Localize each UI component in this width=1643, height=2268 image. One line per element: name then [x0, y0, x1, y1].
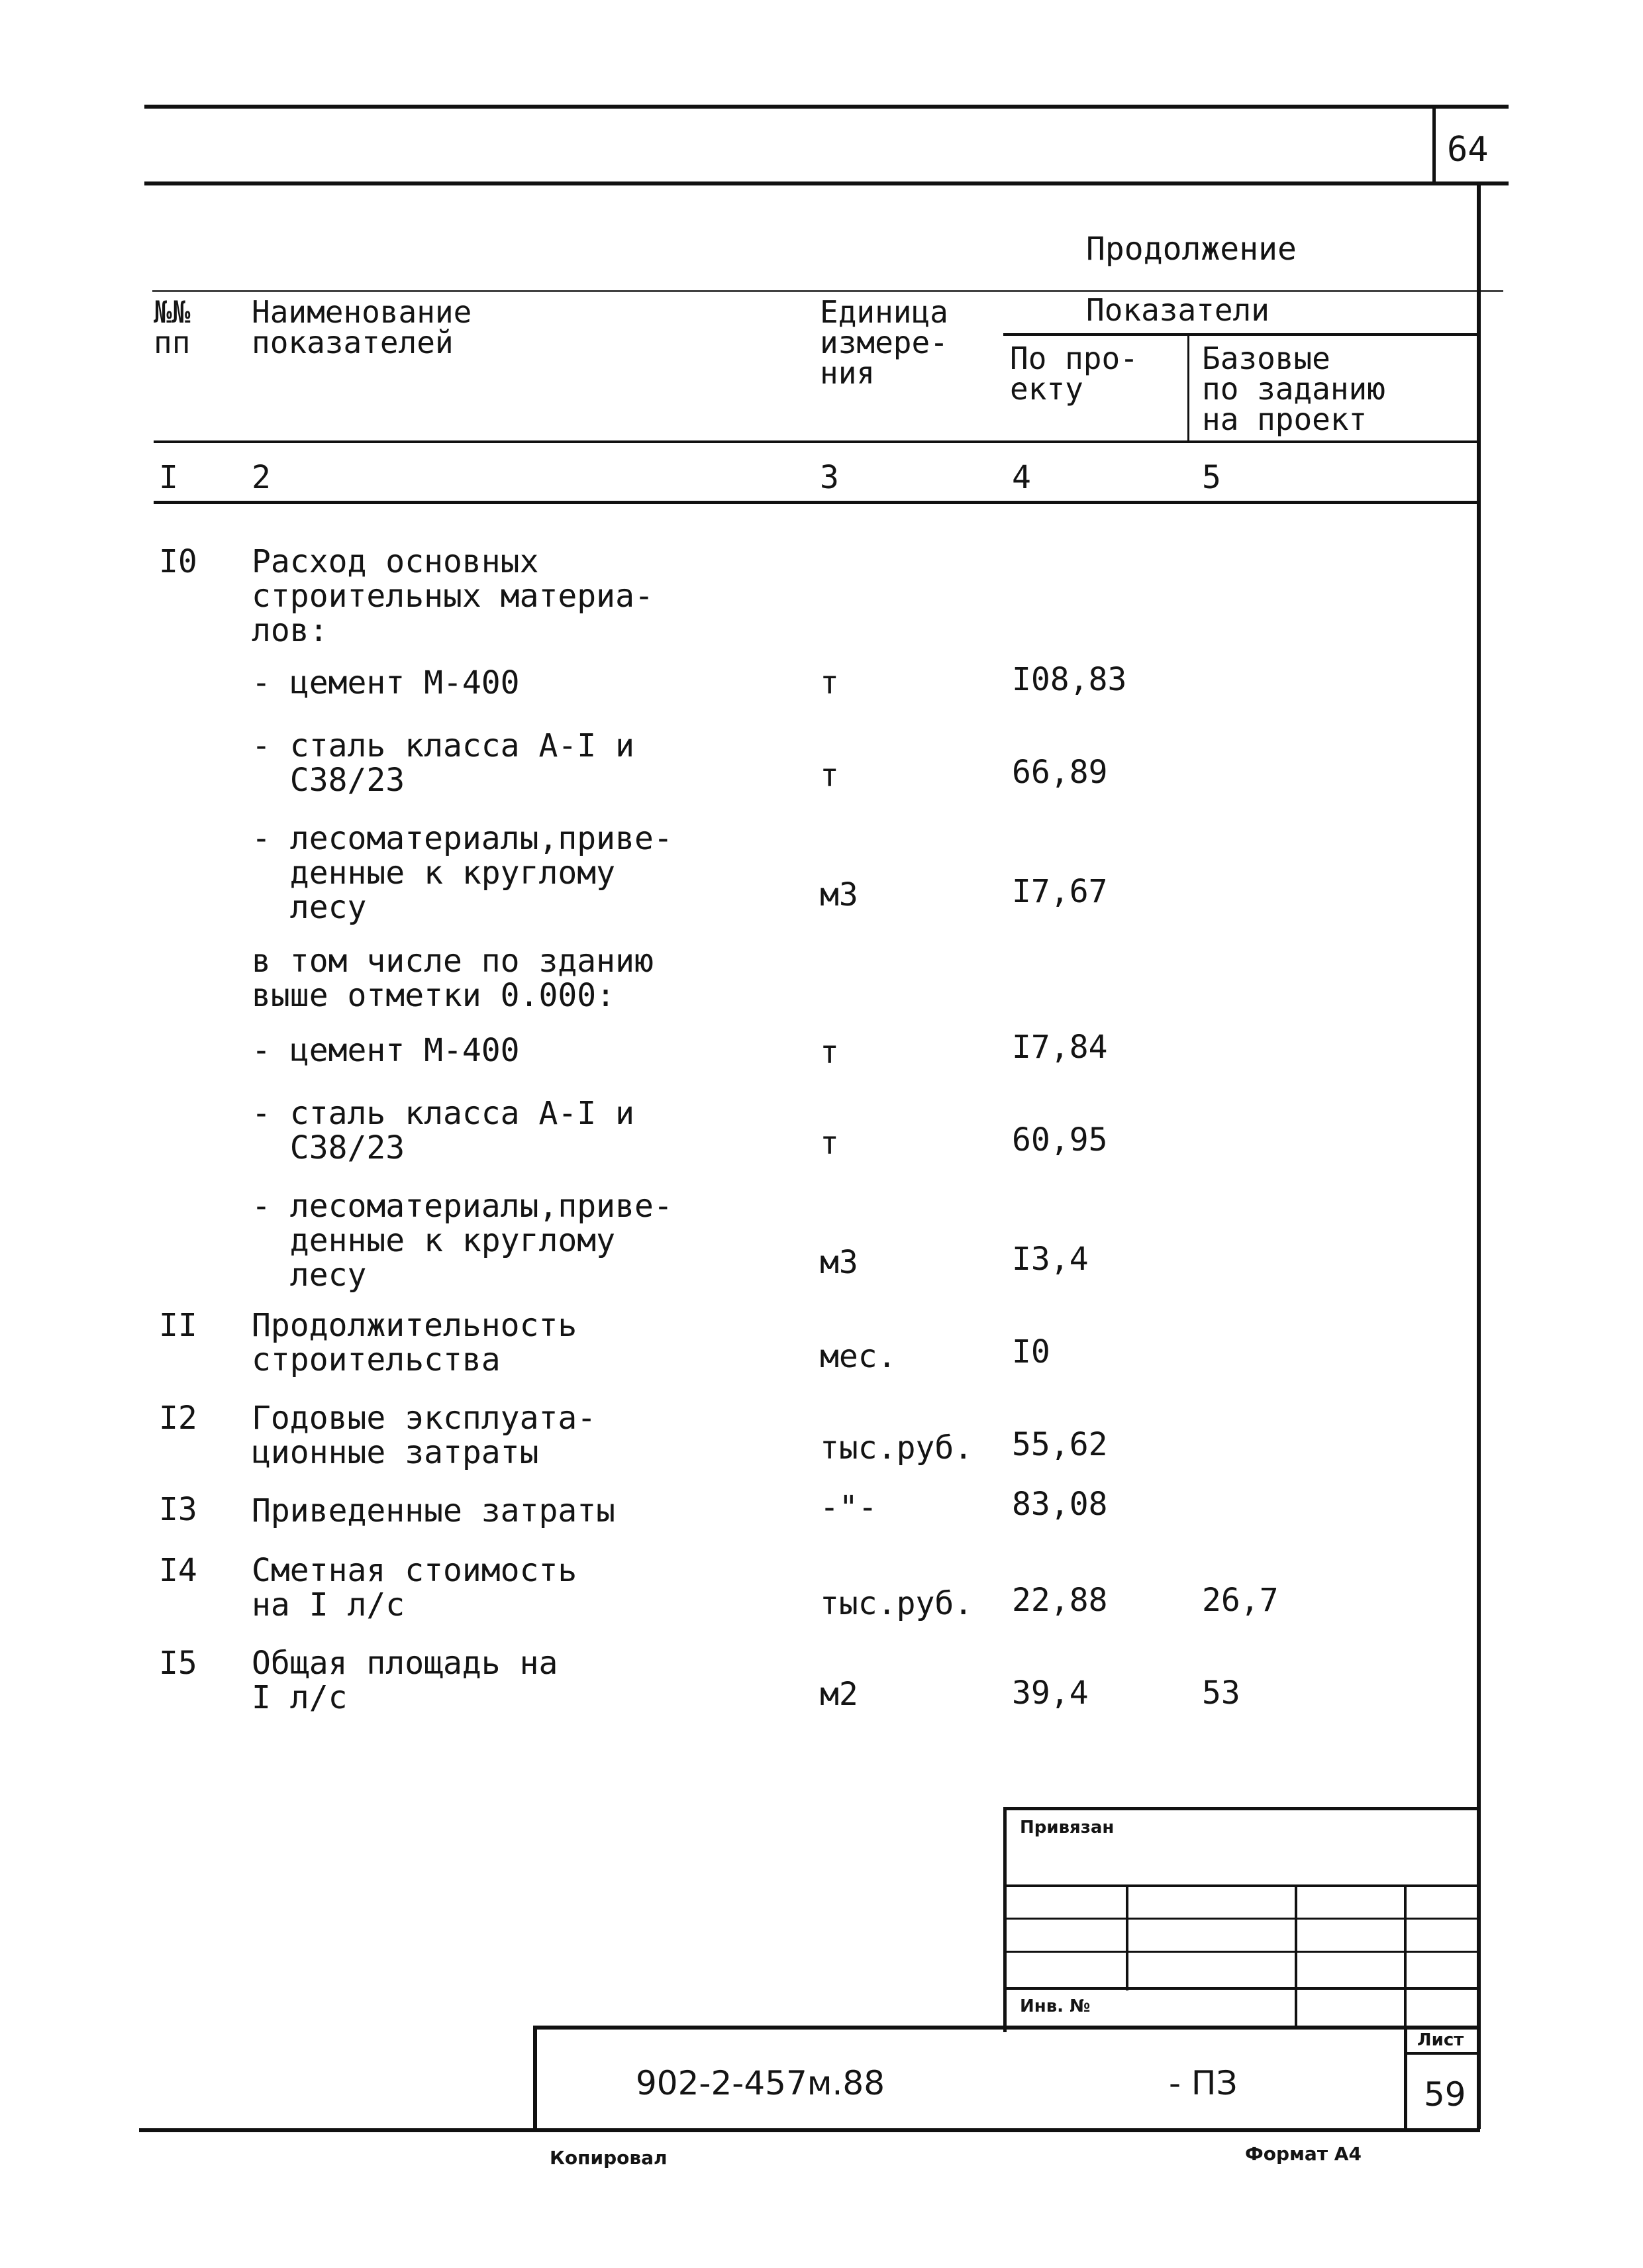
header-base: Базовые по заданию на проект	[1202, 340, 1385, 437]
row-project: 66,89	[1012, 754, 1108, 791]
header-no: №№ пп	[154, 294, 191, 360]
row-name: - лесоматериалы,приве- денные к круглому лесу	[252, 1188, 673, 1294]
row-name: Годовые эксплуата- ционные затраты	[252, 1400, 597, 1471]
header-name: Наименование показателей	[252, 294, 472, 360]
sheet-cell-left	[1404, 2026, 1407, 2132]
header-bottom-rule	[154, 440, 1478, 443]
colnum-bottom-rule	[154, 501, 1478, 504]
stamp-grid-4	[1003, 1987, 1480, 1990]
row-no: I0	[159, 543, 197, 580]
row-project: I7,84	[1012, 1029, 1108, 1066]
stamp-top	[1003, 1807, 1480, 1810]
doc-section: - ПЗ	[1169, 2064, 1238, 2102]
colnum-3: 3	[820, 459, 839, 496]
row-name: в том числе по зданию выше отметки 0.000:	[252, 943, 654, 1014]
sheet-cell-divider	[1404, 2052, 1480, 2055]
row-unit: м3	[820, 1244, 858, 1281]
top-rule-2	[144, 181, 1509, 185]
row-unit: т	[820, 1034, 839, 1071]
row-unit: т	[820, 664, 839, 701]
continuation-label: Продолжение	[1086, 231, 1297, 268]
colnum-4: 4	[1012, 459, 1031, 496]
sheet-number: 64	[1447, 130, 1489, 170]
stamp-grid-2	[1003, 1918, 1480, 1920]
row-name: - цемент М-400	[252, 1032, 520, 1069]
stamp-grid-3	[1003, 1951, 1480, 1953]
row-name: - сталь класса А-I и С38/23	[252, 1095, 634, 1166]
row-project: I0	[1012, 1333, 1050, 1370]
project-col-divider	[1187, 335, 1189, 440]
footer-copied: Копировал	[550, 2147, 668, 2169]
doc-code: 902-2-457м.88	[636, 2064, 885, 2102]
row-name: - цемент М-400	[252, 664, 520, 701]
row-name: Приведенные затраты	[252, 1492, 616, 1529]
row-unit: т	[820, 1125, 839, 1162]
sheet-box-left	[1432, 105, 1436, 184]
colnum-5: 5	[1202, 459, 1221, 496]
row-unit: тыс.руб.	[820, 1429, 973, 1467]
stamp-grid-1	[1003, 1884, 1480, 1887]
row-name: Сметная стоимость на I л/с	[252, 1552, 577, 1624]
row-unit: м2	[820, 1676, 858, 1713]
row-name: Расход основных строительных материа- лов:	[252, 543, 654, 649]
row-unit: тыс.руб.	[820, 1585, 973, 1622]
row-base: 53	[1202, 1675, 1240, 1712]
top-rule	[144, 105, 1509, 109]
row-project: 39,4	[1012, 1675, 1089, 1712]
row-project: 83,08	[1012, 1486, 1108, 1523]
main-stamp-left	[533, 2026, 537, 2132]
header-top-rule	[152, 290, 1503, 292]
row-no: I4	[159, 1552, 197, 1589]
row-unit: м3	[820, 876, 858, 913]
row-project: I3,4	[1012, 1241, 1089, 1278]
row-name: Общая площадь на I л/с	[252, 1645, 558, 1716]
row-project: I7,67	[1012, 873, 1108, 910]
colnum-2: 2	[252, 459, 271, 496]
row-name: Продолжительность строительства	[252, 1307, 577, 1378]
row-no: II	[159, 1307, 197, 1344]
stamp-vdiv-2	[1295, 1884, 1297, 2027]
indicators-rule	[1003, 333, 1480, 336]
stamp-inv-no: Инв. №	[1020, 1996, 1091, 2016]
sheet-label: Лист	[1417, 2030, 1464, 2050]
stamp-left	[1003, 1807, 1007, 2032]
colnum-1: I	[159, 459, 178, 496]
stamp-privyazan: Привязан	[1020, 1818, 1115, 1837]
row-no: I2	[159, 1400, 197, 1437]
header-indicators: Показатели	[1086, 292, 1270, 328]
row-base: 26,7	[1202, 1582, 1279, 1619]
header-unit: Единица измере- ния	[820, 294, 948, 391]
row-no: I5	[159, 1645, 197, 1682]
row-project: I08,83	[1012, 661, 1127, 698]
row-no: I3	[159, 1491, 197, 1528]
stamp-vdiv-3	[1404, 1884, 1407, 2027]
bottom-rule	[139, 2128, 1480, 2132]
footer-format: Формат А4	[1245, 2143, 1362, 2165]
row-name: - сталь класса А-I и С38/23	[252, 727, 634, 799]
right-frame	[1477, 181, 1481, 2129]
sheet-value: 59	[1424, 2075, 1466, 2114]
row-project: 55,62	[1012, 1426, 1108, 1463]
stamp-vdiv-1	[1126, 1884, 1128, 1990]
row-project: 22,88	[1012, 1582, 1108, 1619]
row-unit: т	[820, 757, 839, 794]
main-stamp-top	[533, 2026, 1480, 2030]
row-unit: -"-	[820, 1489, 877, 1526]
header-project: По про- екту	[1010, 340, 1138, 407]
row-project: 60,95	[1012, 1121, 1108, 1159]
row-name: - лесоматериалы,приве- денные к круглому лесу	[252, 820, 673, 926]
row-unit: мес.	[820, 1338, 897, 1375]
